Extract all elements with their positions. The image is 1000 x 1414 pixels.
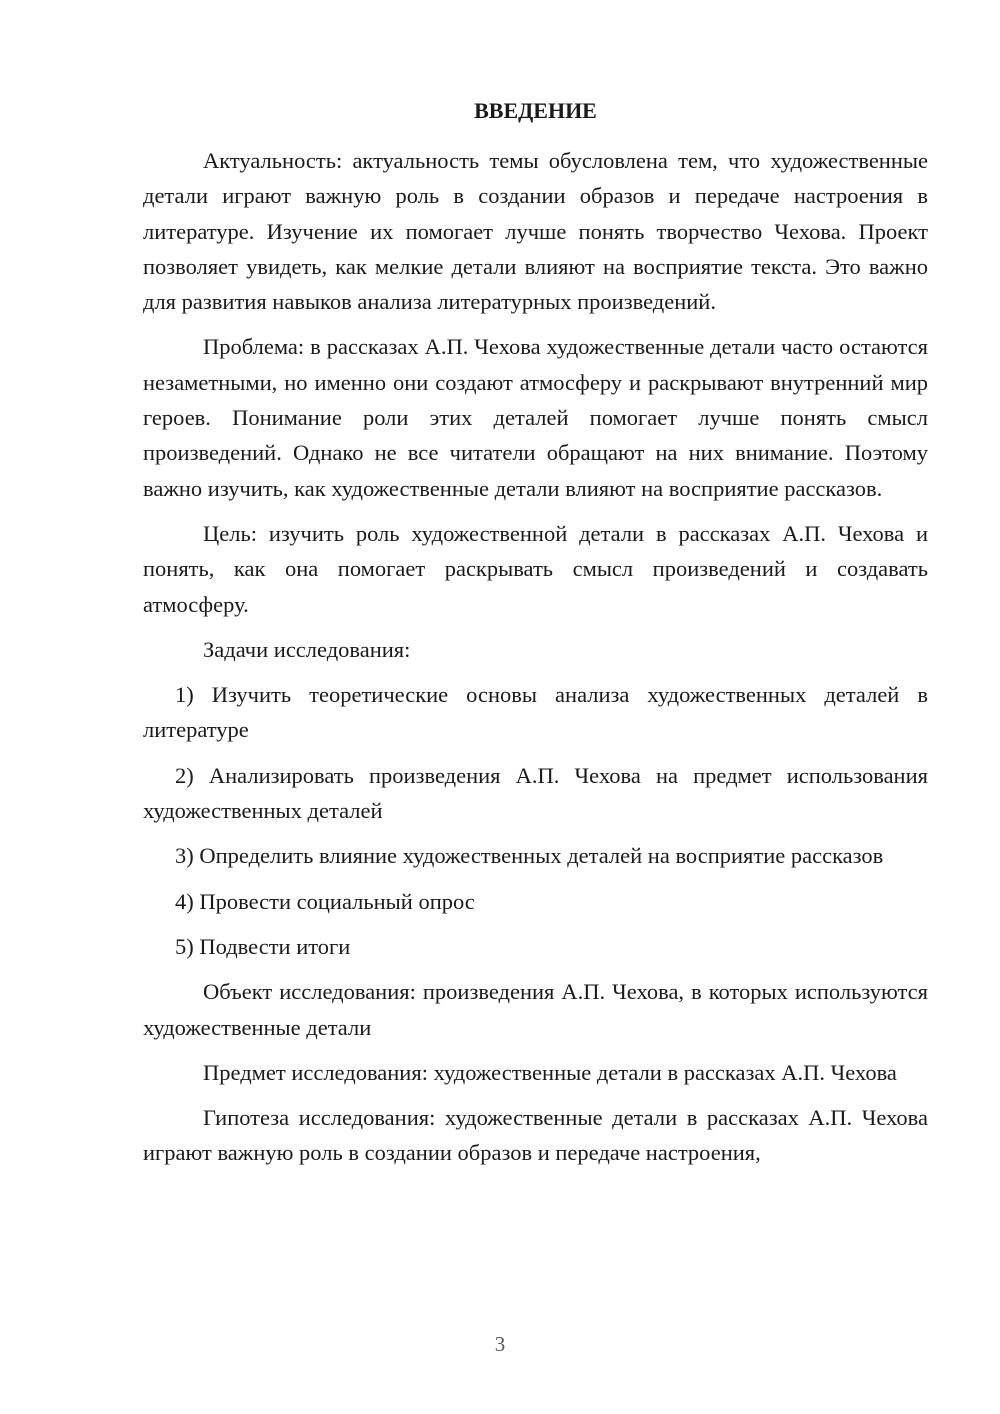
task-item: 5) Подвести итоги xyxy=(175,933,351,959)
object-paragraph: Объект исследования: произведения А.П. Чехова, в которых используются художественные детали xyxy=(143,979,928,1040)
tasks-heading: Задачи исследования: xyxy=(203,636,411,662)
goal-paragraph: Цель: изучить роль художественной детали в рассказах А.П. Чехова и понять, как она помогает раскрывать смысл произведений и создавать атмосферу. xyxy=(143,520,928,617)
page-number: 3 xyxy=(494,1332,506,1356)
task-item: 3) Определить влияние художественных деталей на восприятие рассказов xyxy=(175,843,884,869)
section-title: ВВЕДЕНИЕ xyxy=(474,98,597,123)
document-page xyxy=(143,96,928,1181)
task-item: 1) Изучить теоретические основы анализа художественных деталей в литературе xyxy=(143,682,928,743)
task-item: 2) Анализировать произведения А.П. Чехова на предмет использования художественных деталей xyxy=(143,762,928,824)
subject-paragraph: Предмет исследования: художественные детали в рассказах А.П. Чехова xyxy=(203,1059,897,1085)
task-item: 4) Провести социальный опрос xyxy=(175,888,475,914)
problem-paragraph: Проблема: в рассказах А.П. Чехова художественные детали часто остаются незаметными, но именно они создают атмосферу и раскрывают внутренний мир героев. Понимание роли этих деталей помогает лучше понять смысл произведений. Однако не все читатели обращают на них внимание. Поэтому важно изучить, как художественные детали влияют на восприятие рассказов. xyxy=(143,334,928,501)
relevance-paragraph: Актуальность: актуальность темы обусловлена тем, что художественные детали играют важную роль в создании образов и передаче настроения в литературе. Изучение их помогает лучше понять творчество Чехова. Проект позволяет увидеть, как мелкие детали влияют на восприятие текста. Это важно для развития навыков анализа литературных произведений. xyxy=(143,148,928,315)
hypothesis-paragraph: Гипотеза исследования: художественные детали в рассказах А.П. Чехова играют важную роль в создании образов и передаче настроения, xyxy=(143,1105,928,1166)
